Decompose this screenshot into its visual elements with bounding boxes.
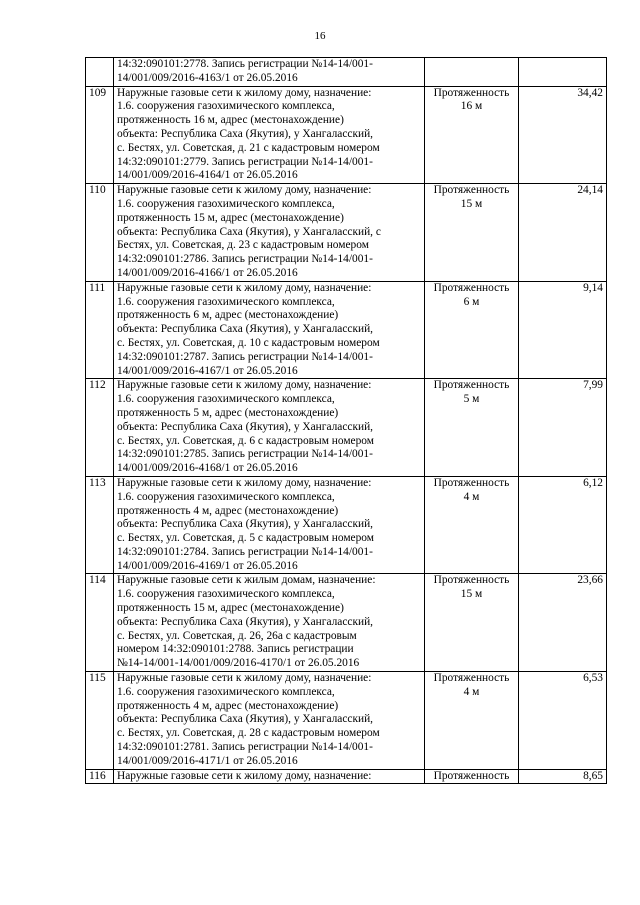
table-row: [86, 769, 607, 784]
description-line: 1.6. сооружения газохимического комплекса,: [117, 490, 335, 503]
table-row: [86, 476, 607, 574]
object-description: [114, 574, 425, 672]
object-value: 7,99: [519, 379, 607, 477]
description-line: объекта: Республика Саха (Якутия), у Хангаласский,: [117, 420, 374, 433]
table-row: [86, 58, 607, 87]
object-value: 8,65: [519, 769, 607, 784]
description-line: протяженность 15 м, адрес (местонахождение): [117, 602, 344, 615]
table-row: [86, 86, 607, 184]
description-line: Наружные газовые сети к жилому дому, назначение:: [117, 86, 372, 99]
description-line: 14/001/009/2016-4171/1 от 26.05.2016: [117, 754, 298, 767]
description-line: 14/001/009/2016-4168/1 от 26.05.2016: [117, 462, 298, 475]
description-line: объекта: Республика Саха (Якутия), у Хангаласский, с: [117, 225, 381, 238]
description-line: Бестях, ул. Советская, д. 23 с кадастровым номером: [117, 239, 369, 252]
description-line: 1.6. сооружения газохимического комплекса,: [117, 295, 335, 308]
description-line: 1.6. сооружения газохимического комплекса,: [117, 588, 335, 601]
object-length: [425, 769, 519, 784]
description-line: 14:32:090101:2784. Запись регистрации №14-14/001-: [117, 545, 373, 558]
description-line: Наружные газовые сети к жилому дому, назначение:: [117, 379, 372, 392]
description-line: объекта: Республика Саха (Якутия), у Хангаласский,: [117, 518, 374, 531]
length-line: Протяженность: [433, 672, 510, 685]
object-value: 23,66: [519, 574, 607, 672]
description-line: №14-14/001-14/001/009/2016-4170/1 от 26.05.2016: [117, 657, 360, 670]
row-number: 112: [86, 379, 114, 477]
description-line: Наружные газовые сети к жилому дому, назначение:: [117, 476, 372, 489]
description-line: объекта: Республика Саха (Якутия), у Хангаласский,: [117, 127, 374, 140]
length-line: Протяженность: [433, 574, 510, 587]
description-line: с. Бестях, ул. Советская, д. 26, 26а с кадастровым: [117, 629, 357, 642]
description-line: 14/001/009/2016-4166/1 от 26.05.2016: [117, 266, 298, 279]
description-line: протяженность 4 м, адрес (местонахождение): [117, 504, 339, 517]
length-line: 15 м: [460, 588, 483, 601]
object-length: [425, 58, 519, 87]
table-row: [86, 379, 607, 477]
description-line: 14/001/009/2016-4167/1 от 26.05.2016: [117, 364, 298, 377]
description-line: 14/001/009/2016-4163/1 от 26.05.2016: [117, 71, 298, 84]
description-line: 14:32:090101:2781. Запись регистрации №14-14/001-: [117, 741, 373, 754]
property-table-body: [86, 58, 607, 784]
page-number: 16: [314, 30, 326, 42]
object-value: 6,12: [519, 476, 607, 574]
description-line: 14:32:090101:2778. Запись регистрации №14-14/001-: [117, 58, 373, 70]
object-description: [114, 184, 425, 282]
object-description: [114, 86, 425, 184]
table-row: [86, 184, 607, 282]
length-line: 4 м: [463, 685, 480, 698]
object-description: [114, 58, 425, 87]
length-line: 6 м: [463, 295, 480, 308]
object-description: [114, 379, 425, 477]
object-length: [425, 86, 519, 184]
object-description: [114, 769, 425, 784]
description-line: 14:32:090101:2779. Запись регистрации №14-14/001-: [117, 155, 373, 168]
object-description: [114, 281, 425, 379]
length-line: 16 м: [460, 100, 483, 113]
row-number: 110: [86, 184, 114, 282]
table-row: [86, 281, 607, 379]
description-line: протяженность 15 м, адрес (местонахождение): [117, 211, 344, 224]
description-line: Наружные газовые сети к жилому дому, назначение:: [117, 672, 372, 685]
length-line: [428, 58, 515, 72]
description-line: с. Бестях, ул. Советская, д. 6 с кадастровым номером: [117, 434, 374, 447]
length-line: Протяженность: [433, 476, 510, 489]
object-length: [425, 574, 519, 672]
description-line: объекта: Республика Саха (Якутия), у Хангаласский,: [117, 323, 374, 336]
length-line: Протяженность: [433, 769, 510, 782]
row-number: 114: [86, 574, 114, 672]
description-line: с. Бестях, ул. Советская, д. 10 с кадастровым номером: [117, 336, 380, 349]
description-line: объекта: Республика Саха (Якутия), у Хангаласский,: [117, 713, 374, 726]
length-line: 5 м: [463, 393, 480, 406]
object-length: [425, 379, 519, 477]
object-length: [425, 281, 519, 379]
object-value: 6,53: [519, 672, 607, 770]
object-length: [425, 672, 519, 770]
description-line: 14:32:090101:2786. Запись регистрации №14-14/001-: [117, 253, 373, 266]
description-line: 14:32:090101:2785. Запись регистрации №14-14/001-: [117, 448, 373, 461]
description-line: Наружные газовые сети к жилым домам, назначение:: [117, 574, 376, 587]
object-value: 9,14: [519, 281, 607, 379]
length-line: 4 м: [463, 490, 480, 503]
table-row: [86, 574, 607, 672]
object-length: [425, 476, 519, 574]
description-line: объекта: Республика Саха (Якутия), у Хангаласский,: [117, 615, 374, 628]
description-line: с. Бестях, ул. Советская, д. 5 с кадастровым номером: [117, 532, 374, 545]
row-number: 109: [86, 86, 114, 184]
length-line: Протяженность: [433, 184, 510, 197]
description-line: протяженность 5 м, адрес (местонахождение): [117, 406, 339, 419]
object-value: 34,42: [519, 86, 607, 184]
length-line: 15 м: [460, 197, 483, 210]
object-description: [114, 476, 425, 574]
row-number: 111: [86, 281, 114, 379]
row-number: 113: [86, 476, 114, 574]
description-line: Наружные газовые сети к жилому дому, назначение:: [117, 281, 372, 294]
length-line: [428, 72, 515, 86]
description-line: 14/001/009/2016-4164/1 от 26.05.2016: [117, 169, 298, 182]
description-line: 1.6. сооружения газохимического комплекса,: [117, 685, 335, 698]
row-number: [86, 58, 114, 87]
length-line: Протяженность: [433, 281, 510, 294]
length-line: Протяженность: [433, 379, 510, 392]
description-line: 14:32:090101:2787. Запись регистрации №14-14/001-: [117, 350, 373, 363]
row-number: 116: [86, 769, 114, 784]
description-line: протяженность 4 м, адрес (местонахождение): [117, 699, 339, 712]
description-line: 1.6. сооружения газохимического комплекса,: [117, 393, 335, 406]
length-line: Протяженность: [433, 86, 510, 99]
description-line: Наружные газовые сети к жилому дому, назначение:: [117, 184, 372, 197]
description-line: 1.6. сооружения газохимического комплекса,: [117, 197, 335, 210]
description-line: с. Бестях, ул. Советская, д. 28 с кадастровым номером: [117, 727, 380, 740]
description-line: 14/001/009/2016-4169/1 от 26.05.2016: [117, 559, 298, 572]
description-line: Наружные газовые сети к жилому дому, назначение:: [117, 769, 372, 782]
property-table: [85, 57, 607, 784]
description-line: протяженность 16 м, адрес (местонахождение): [117, 114, 344, 127]
object-length: [425, 184, 519, 282]
description-line: номером 14:32:090101:2788. Запись регистрации: [117, 643, 354, 656]
description-line: 1.6. сооружения газохимического комплекса,: [117, 100, 335, 113]
description-line: протяженность 6 м, адрес (местонахождение): [117, 309, 339, 322]
object-value: 24,14: [519, 184, 607, 282]
table-row: [86, 672, 607, 770]
description-line: с. Бестях, ул. Советская, д. 21 с кадастровым номером: [117, 141, 380, 154]
object-description: [114, 672, 425, 770]
object-value: [519, 58, 607, 87]
row-number: 115: [86, 672, 114, 770]
